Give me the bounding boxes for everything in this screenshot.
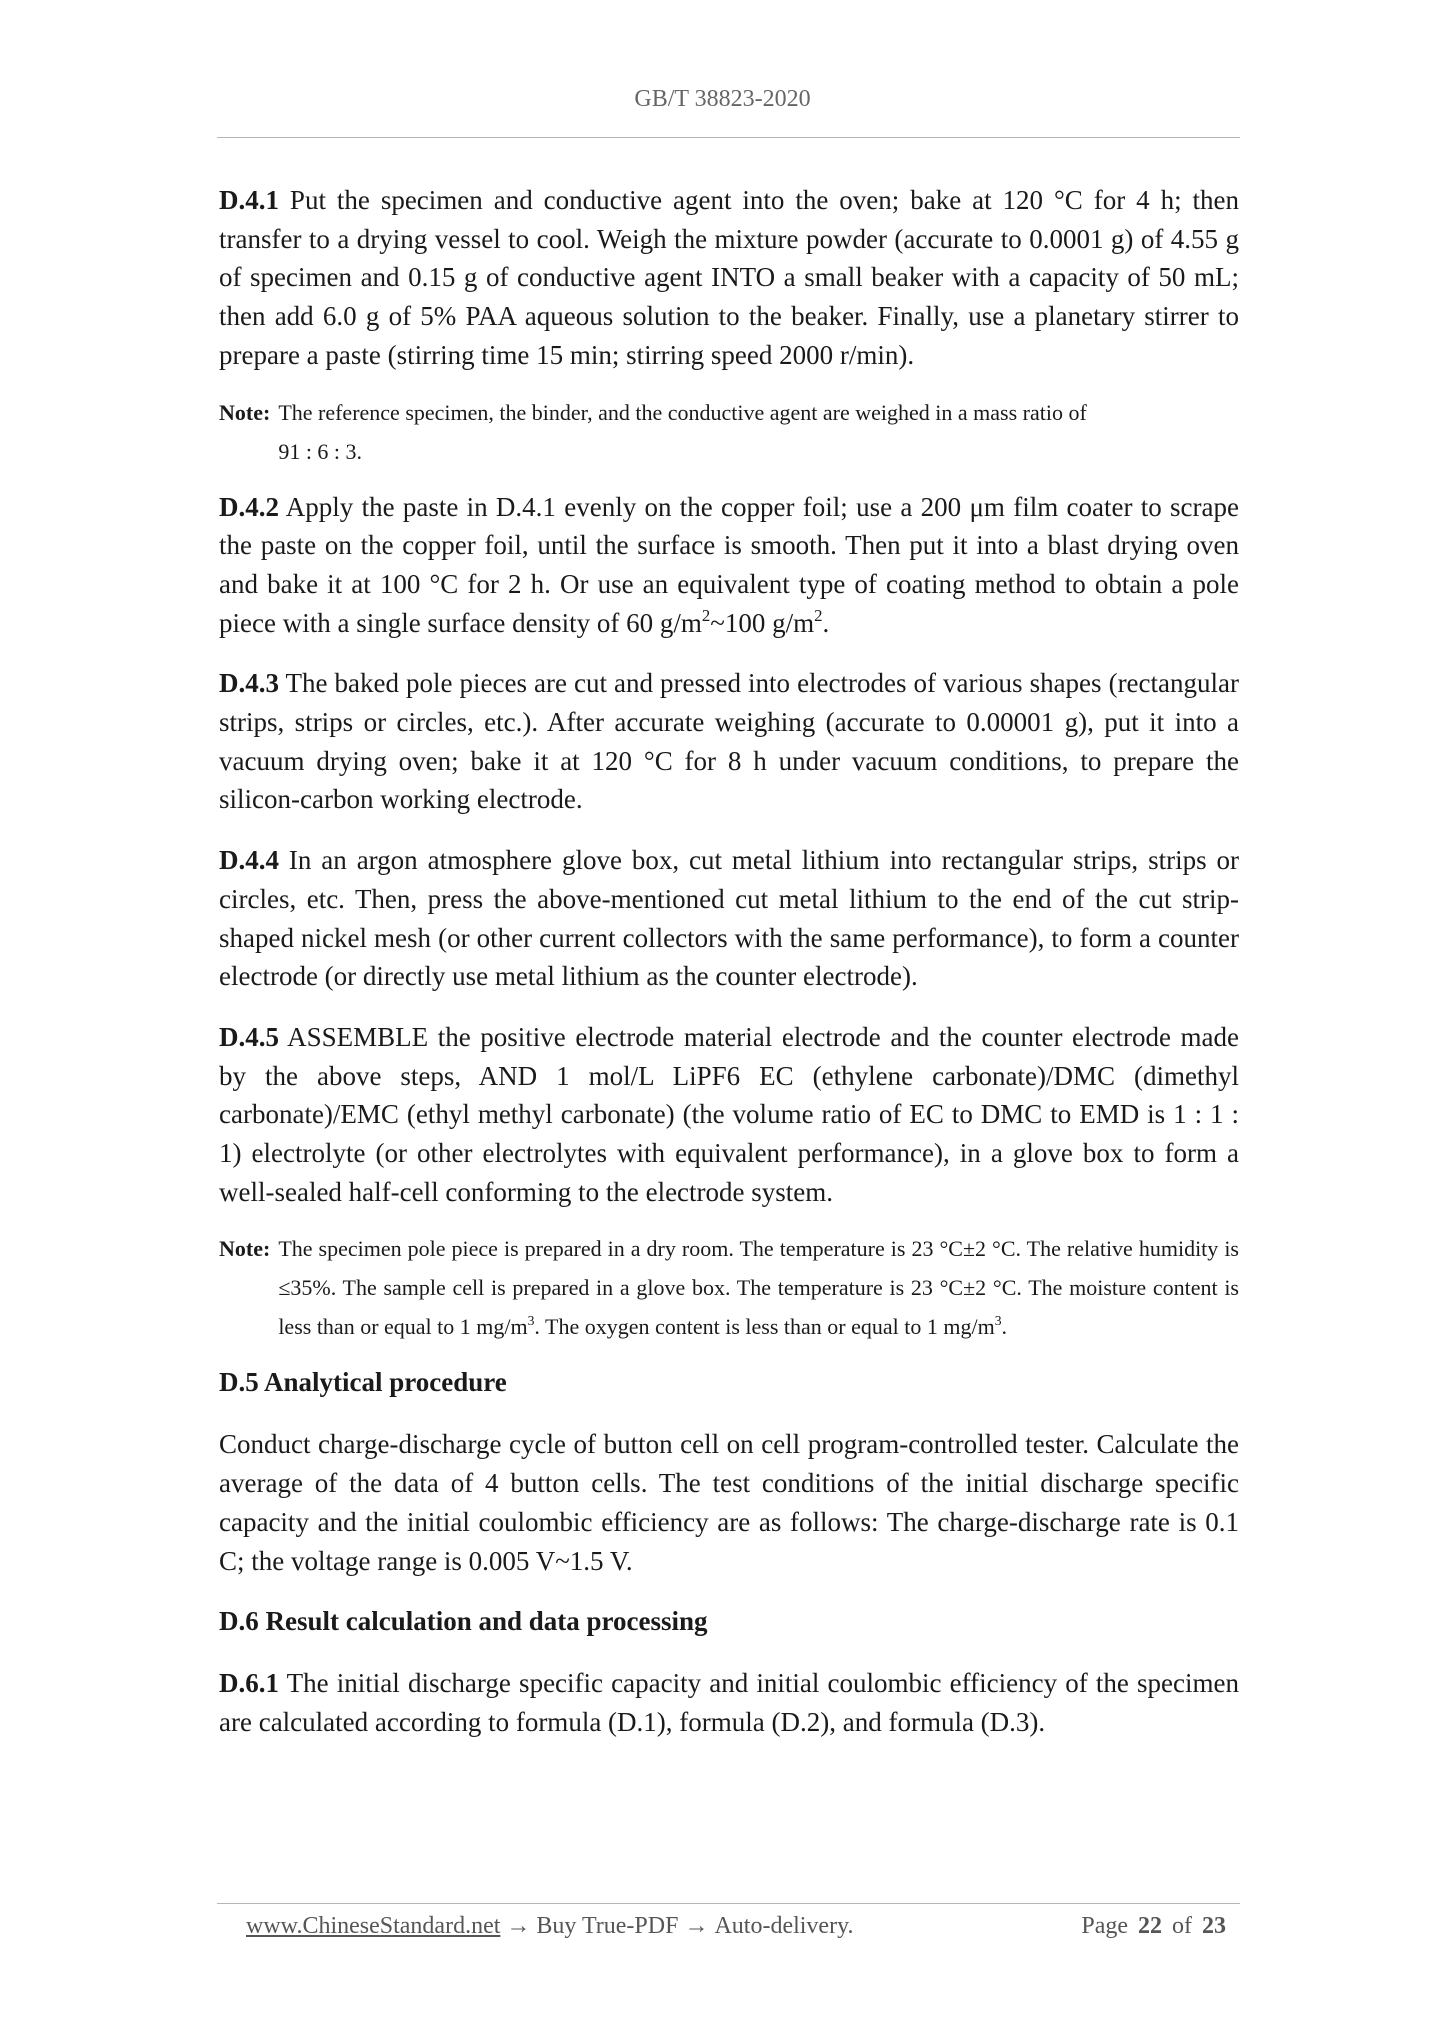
page-header-standard-code: GB/T 38823-2020 <box>634 86 811 112</box>
clause-text: Apply the paste in D.4.1 evenly on the copper foil; use a 200 μm film coater to scrape the paste on the copper foil, until the surface is smooth. Then put it into a blast drying oven and bake it at 100 °C for 2 h. Or use an equivalent type of coating method to obtain a pole piece with a single surface density of 60 g/m <box>219 491 1239 638</box>
of-word: of <box>1172 1912 1192 1939</box>
document-body <box>219 181 1239 1764</box>
page-word: Page <box>1081 1912 1128 1939</box>
note-2 <box>219 1229 1239 1346</box>
header-divider <box>217 137 1240 138</box>
clause-text: The initial discharge specific capacity and initial coulombic efficiency of the specimen are calculated according to formula (D.1), formula (D.2), and formula (D.3). <box>219 1668 1239 1737</box>
buy-pdf-link[interactable]: Buy True-PDF <box>536 1912 679 1939</box>
section-d5-text: Conduct charge-discharge cycle of button cell on cell program-controlled tester. Calculate the average of the data of 4 button cells. The test conditions of the initial discharge specific capacity and the initial coulombic efficiency are as follows: The charge-discharge rate is 0.1 C; the voltage range is 0.005 V~1.5 V. <box>219 1429 1239 1576</box>
clause-label: D.4.3 <box>219 668 279 699</box>
note-text: The specimen pole piece is prepared in a dry room. The temperature is 23 °C±2 °C. The relative humidity is ≤35%. The sample cell is prepared in a glove box. The temperature is 23 °C±2 °C. The moisture content is less than or equal to 1 mg/m <box>278 1236 1239 1340</box>
note-1 <box>219 393 1239 471</box>
clause-label: D.4.2 <box>219 491 279 522</box>
clause-label: D.4.1 <box>219 185 279 215</box>
note-text: . <box>1001 1314 1008 1340</box>
clause-d45 <box>219 1018 1239 1212</box>
clause-text: ~100 g/m <box>710 607 815 638</box>
page-footer <box>246 1904 1236 1948</box>
superscript: 3 <box>527 1313 535 1329</box>
clause-d41 <box>219 181 1239 375</box>
section-heading-d6: D.6 Result calculation and data processing <box>219 1606 708 1637</box>
clause-d61 <box>219 1664 1239 1741</box>
clause-label: D.4.4 <box>219 845 279 876</box>
clause-text: ASSEMBLE the positive electrode material electrode and the counter electrode made by the above steps, AND 1 mol/L LiPF6 EC (ethylene carbonate)/DMC (dimethyl carbonate)/EMC (ethyl methyl carbonate) (the volume ratio of EC to DMC to EMD is 1 : 1 : 1) electrolyte (or other electrolytes with equivalent performance), in a glove box to form a well-sealed half-cell conforming to the electrode system. <box>219 1021 1239 1207</box>
arrow-right-icon: → <box>684 1912 709 1939</box>
note-line: 91 : 6 : 3. <box>278 438 363 464</box>
note-body <box>278 1229 1239 1346</box>
clause-d42 <box>219 488 1239 643</box>
note-body <box>278 393 1239 471</box>
section-heading-d5: D.5 Analytical procedure <box>219 1367 507 1398</box>
page-total: 23 <box>1202 1912 1226 1939</box>
clause-d43 <box>219 664 1239 819</box>
clause-text: In an argon atmosphere glove box, cut metal lithium into rectangular strips, strips or circles, etc. Then, press the above-mentioned cut metal lithium to the end of the cut strip-shaped nickel mesh (or other current collectors with the same performance), to form a counter electrode (or directly use metal lithium as the counter electrode). <box>219 845 1239 992</box>
clause-label: D.6.1 <box>219 1668 279 1699</box>
clause-label: D.4.5 <box>219 1021 279 1052</box>
delivery-text: Auto-delivery. <box>714 1912 854 1939</box>
arrow-right-icon: → <box>506 1912 531 1939</box>
page-current: 22 <box>1138 1912 1162 1939</box>
clause-text: The baked pole pieces are cut and pressed into electrodes of various shapes (rectangular strips, strips or circles, etc.). After accurate weighing (accurate to 0.00001 g), put it into a vacuum drying oven; bake it at 120 °C for 8 h under vacuum conditions, to prepare the silicon-carbon working electrode. <box>219 668 1239 815</box>
superscript: 2 <box>701 605 711 625</box>
note-label: Note: <box>219 399 271 425</box>
superscript: 3 <box>994 1313 1002 1329</box>
superscript: 2 <box>814 605 823 625</box>
note-text: . The oxygen content is less than or equal to 1 mg/m <box>534 1314 995 1340</box>
clause-text: Put the specimen and conductive agent into the oven; bake at 120 °C for 4 h; then transfer to a drying vessel to cool. Weigh the mixture powder (accurate to 0.0001 g) of 4.55 g of specimen and 0.15 g of conductive agent INTO a small beaker with a capacity of 50 mL; then add 6.0 g of 5% PAA aqueous solution to the beaker. Finally, use a planetary stirrer to prepare a paste (stirring time 15 min; stirring speed 2000 r/min). <box>219 185 1239 370</box>
clause-text: . <box>822 607 830 638</box>
note-line: The reference specimen, the binder, and the conductive agent are weighed in a mass ratio of <box>278 399 1087 425</box>
clause-d44 <box>219 841 1239 996</box>
site-link[interactable]: www.ChineseStandard.net <box>246 1912 501 1939</box>
note-label: Note: <box>219 1236 271 1262</box>
